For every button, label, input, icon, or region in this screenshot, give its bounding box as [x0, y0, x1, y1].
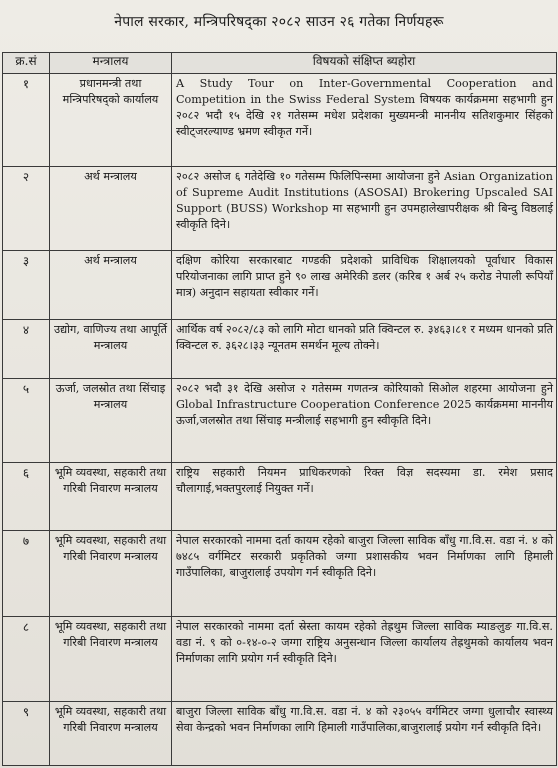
table-row	[3, 702, 557, 766]
row-ministry: अर्थ मन्त्रालय	[50, 167, 172, 251]
table-row	[3, 617, 557, 702]
row-ministry: भूमि व्यवस्था, सहकारी तथा गरिबी निवारण मन्त्रालय	[50, 617, 172, 702]
row-serial: ९	[3, 702, 50, 766]
header-summary: विषयको संक्षिप्त ब्यहोरा	[172, 53, 557, 74]
row-ministry: प्रधानमन्त्री तथा मन्त्रिपरिषद्को कार्यालय	[50, 74, 172, 167]
row-ministry: भूमि व्यवस्था, सहकारी तथा गरिबी निवारण मन्त्रालय	[50, 531, 172, 617]
header-ministry: मन्त्रालय	[50, 53, 172, 74]
row-serial: २	[3, 167, 50, 251]
row-summary: नेपाल सरकारको नाममा दर्ता स्रेस्ता कायम रहेको तेह्रथुम जिल्ला साविक म्याङलुङ गा.वि.स. वडा नं. ९ को ०-१४-०-२ जग्गा राष्ट्रिय अनुसन्धान जिल्ला कार्यालय तेह्रथुमको कार्यालय भवन निर्माणका लागि प्रयोग गर्न स्वीकृति दिने।	[172, 617, 557, 702]
decisions-table	[2, 52, 557, 766]
header-serial: क्र.सं	[3, 53, 50, 74]
row-serial: १	[3, 74, 50, 167]
row-summary: A Study Tour on Inter-Governmental Cooperation and Competition in the Swiss Federal System विषयक कार्यक्रममा सहभागी हुन २०८२ भदौ १५ देखि २१ गतेसम्म मधेश प्रदेशका मुख्यमन्त्री माननीय सतिशकुमार सिंहको स्वीट्जरल्याण्ड भ्रमण स्वीकृत गर्ने।	[172, 74, 557, 167]
table-row	[3, 463, 557, 531]
table-row	[3, 167, 557, 251]
row-summary: नेपाल सरकारको नाममा दर्ता कायम रहेको बाजुरा जिल्ला साविक बाँधु गा.वि.स. वडा नं. ४ को ७४८५ वर्गमिटर सरकारी प्रकृतिको जग्गा प्रशासकीय भवन निर्माणका लागि हिमाली गाउँपालिका, बाजुरालाई उपयोग गर्न स्वीकृति दिने।	[172, 531, 557, 617]
row-summary: बाजुरा जिल्ला साविक बाँधु गा.वि.स. वडा नं. ४ को २३०५५ वर्गमिटर जग्गा धुलाचौर स्वास्थ्य सेवा केन्द्रको भवन निर्माणका लागि हिमाली गाउँपालिका,बाजुरालाई प्रयोग गर्न स्वीकृति दिने।	[172, 702, 557, 766]
table-header-row	[3, 53, 557, 74]
row-ministry: अर्थ मन्त्रालय	[50, 251, 172, 320]
page-title: नेपाल सरकार, मन्त्रिपरिषद्का २०८२ साउन २६ गतेका निर्णयहरू	[114, 14, 444, 30]
row-serial: ६	[3, 463, 50, 531]
row-serial: ४	[3, 320, 50, 379]
row-serial: ३	[3, 251, 50, 320]
row-summary: दक्षिण कोरिया सरकारबाट गण्डकी प्रदेशको प्राविधिक शिक्षालयको पूर्वाधार विकास परियोजनाका लागि प्राप्त हुने ९० लाख अमेरिकी डलर (करिब १ अर्ब २५ करोड नेपाली रूपियाँ मात्र) अनुदान सहायता स्वीकार गर्ने।	[172, 251, 557, 320]
row-ministry: भूमि व्यवस्था, सहकारी तथा गरिबी निवारण मन्त्रालय	[50, 702, 172, 766]
row-summary: २०८२ भदौ ३१ देखि असोज २ गतेसम्म गणतन्त्र कोरियाको सिओल शहरमा आयोजना हुने Global Infrastructure Cooperation Conference 2025 कार्यक्रममा माननीय ऊर्जा,जलस्रोत तथा सिंचाइ मन्त्रीलाई सहभागी हुन स्वीकृति दिने।	[172, 379, 557, 463]
row-serial: ७	[3, 531, 50, 617]
row-summary: राष्ट्रिय सहकारी नियमन प्राधिकरणको रिक्त विज्ञ सदस्यमा डा. रमेश प्रसाद चौलागाई,भक्तपुरलाई नियुक्त गर्ने।	[172, 463, 557, 531]
row-ministry: ऊर्जा, जलस्रोत तथा सिंचाइ मन्त्रालय	[50, 379, 172, 463]
row-ministry: भूमि व्यवस्था, सहकारी तथा गरिबी निवारण मन्त्रालय	[50, 463, 172, 531]
table-row	[3, 379, 557, 463]
row-ministry: उद्योग, वाणिज्य तथा आपूर्ति मन्त्रालय	[50, 320, 172, 379]
table-row	[3, 251, 557, 320]
row-serial: ८	[3, 617, 50, 702]
table-row	[3, 320, 557, 379]
table-row	[3, 531, 557, 617]
table-row	[3, 74, 557, 167]
row-serial: ५	[3, 379, 50, 463]
row-summary: २०८२ असोज ६ गतेदेखि १० गतेसम्म फिलिपिन्समा आयोजना हुने Asian Organization of Supreme Audit Institutions (ASOSAI) Brokering Upscaled SAI Support (BUSS) Workshop मा सहभागी हुन उपमहालेखापरीक्षक श्री बिन्दु विष्ठलाई स्वीकृति दिने।	[172, 167, 557, 251]
row-summary: आर्थिक वर्ष २०८२/८३ को लागि मोटा धानको प्रति क्विन्टल रु. ३४६३।८१ र मध्यम धानको प्रति क्विन्टल रु. ३६२८।३३ न्यूनतम समर्थन मूल्य तोक्ने।	[172, 320, 557, 379]
